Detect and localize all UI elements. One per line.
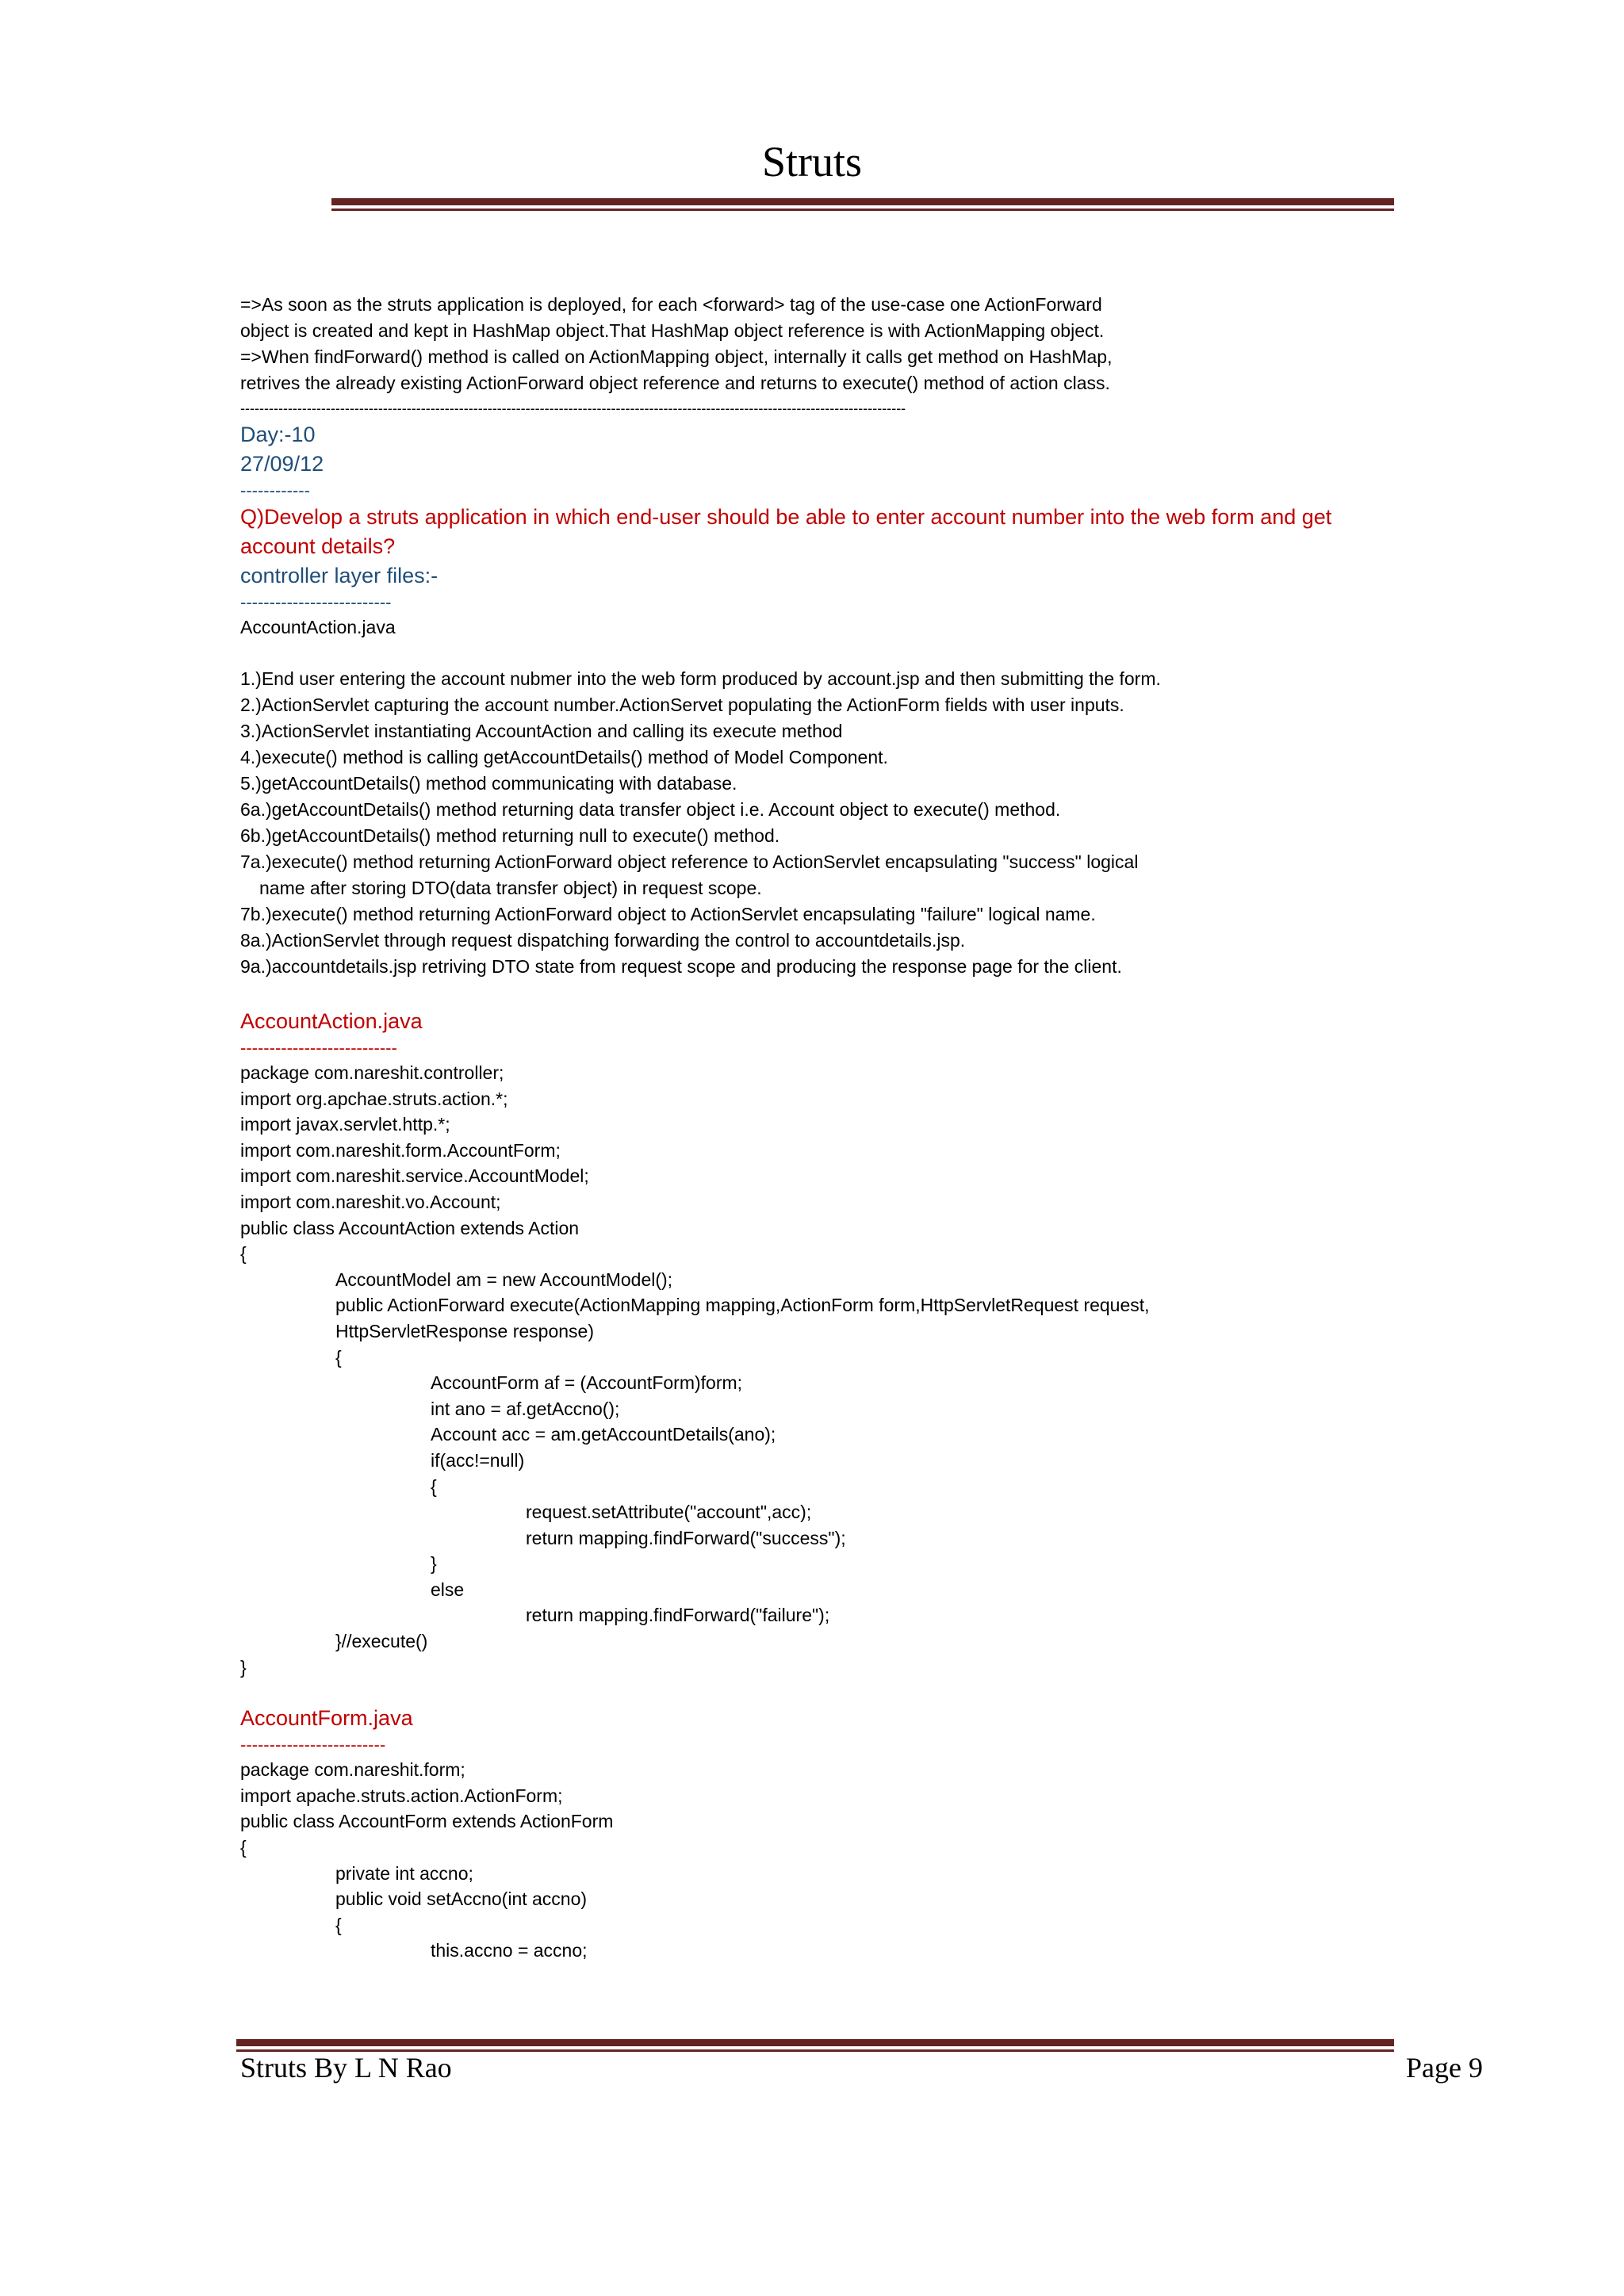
intro-line: =>As soon as the struts application is deployed, for each <forward> tag of the use-case one ActionForward	[240, 294, 1102, 315]
intro-line: object is created and kept in HashMap object.That HashMap object reference is with ActionMapping object.	[240, 320, 1105, 341]
separator-line: --------------------------	[240, 592, 392, 612]
step-line: 9a.)accountdetails.jsp retriving DTO state from request scope and producing the response page for the client.	[240, 956, 1122, 977]
code-line: import apache.struts.action.ActionForm;	[240, 1785, 563, 1806]
footer-page-number: Page 9	[1406, 2052, 1483, 2084]
step-line: 8a.)ActionServlet through request dispatching forwarding the control to accountdetails.jsp.	[240, 930, 966, 951]
code-line: return mapping.findForward("success");	[526, 1527, 846, 1548]
step-line: name after storing DTO(data transfer object) in request scope.	[259, 878, 762, 898]
step-line: 6a.)getAccountDetails() method returning data transfer object i.e. Account object to execute() method.	[240, 799, 1061, 820]
code-line: }//execute()	[335, 1631, 428, 1652]
code-line: else	[431, 1578, 465, 1600]
code-line: package com.nareshit.controller;	[240, 1062, 504, 1083]
footer-author: Struts By L N Rao	[240, 2052, 452, 2084]
code-line: AccountForm af = (AccountForm)form;	[431, 1372, 743, 1394]
code-line: Account acc = am.getAccountDetails(ano);	[431, 1424, 776, 1445]
step-line: 7b.)execute() method returning ActionForward object to ActionServlet encapsulating "failure" logical name.	[240, 904, 1096, 924]
page-header-title: Struts	[761, 138, 863, 186]
step-line: 1.)End user entering the account nubmer into the web form produced by account.jsp and then submitting the form.	[240, 668, 1161, 689]
controller-heading: controller layer files:-	[240, 564, 439, 587]
code-line: {	[240, 1243, 247, 1265]
code-line: private int accno;	[335, 1862, 473, 1884]
step-line: 7a.)execute() method returning ActionForward object reference to ActionServlet encapsulating "success" logical	[240, 851, 1139, 872]
code-line: {	[431, 1475, 437, 1497]
section-heading: AccountForm.java	[240, 1706, 413, 1731]
controller-file-name: AccountAction.java	[240, 617, 396, 637]
page-content	[240, 292, 1398, 1964]
code-line: import com.nareshit.form.AccountForm;	[240, 1139, 561, 1161]
code-line: int ano = af.getAccno();	[431, 1398, 620, 1419]
step-line: 6b.)getAccountDetails() method returning null to execute() method.	[240, 825, 780, 846]
code-line: request.setAttribute("account",acc);	[526, 1502, 812, 1523]
date-label: 27/09/12	[240, 452, 324, 476]
code-line: AccountModel am = new AccountModel();	[335, 1269, 673, 1290]
separator-line: -------------------------	[240, 1735, 386, 1755]
intro-line: retrives the already existing ActionForward object reference and returns to execute() method of action class.	[240, 373, 1110, 393]
separator-line: --------------------------------------------------------------------------------------------------------------------------------------------	[240, 400, 906, 416]
step-line: 2.)ActionServlet capturing the account number.ActionServet populating the ActionForm fields with user inputs.	[240, 695, 1124, 715]
code-line: public void setAccno(int accno)	[335, 1888, 588, 1910]
section-heading: AccountAction.java	[240, 1009, 423, 1033]
header-rule	[331, 198, 1394, 211]
separator-line: ---------------------------	[240, 1038, 397, 1058]
code-line: {	[335, 1914, 342, 1935]
code-line: }	[240, 1656, 247, 1678]
code-line: import com.nareshit.service.AccountModel;	[240, 1165, 589, 1187]
code-line: import javax.servlet.http.*;	[240, 1114, 450, 1135]
code-line: import org.apchae.struts.action.*;	[240, 1088, 508, 1109]
code-line: package com.nareshit.form;	[240, 1759, 465, 1781]
day-label: Day:-10	[240, 423, 316, 446]
code-line: return mapping.findForward("failure");	[526, 1605, 830, 1626]
code-line: import com.nareshit.vo.Account;	[240, 1191, 501, 1212]
code-line: if(acc!=null)	[431, 1449, 525, 1471]
intro-line: =>When findForward() method is called on ActionMapping object, internally it calls get method on HashMap,	[240, 346, 1113, 367]
code-line: public ActionForward execute(ActionMapping mapping,ActionForm form,HttpServletRequest request,	[335, 1295, 1150, 1316]
code-line: {	[335, 1346, 342, 1368]
question-line: Q)Develop a struts application in which end-user should be able to enter account number into the web form and get	[240, 505, 1332, 529]
code-line: public class AccountAction extends Action	[240, 1217, 580, 1238]
code-line: {	[240, 1837, 247, 1858]
step-line: 5.)getAccountDetails() method communicating with database.	[240, 773, 737, 794]
code-line: public class AccountForm extends ActionForm	[240, 1811, 614, 1832]
code-line: }	[431, 1553, 437, 1575]
step-line: 3.)ActionServlet instantiating AccountAction and calling its execute method	[240, 721, 843, 741]
step-line: 4.)execute() method is calling getAccountDetails() method of Model Component.	[240, 747, 888, 767]
separator-line: ------------	[240, 480, 310, 500]
question-line: account details?	[240, 534, 396, 558]
code-line: HttpServletResponse response)	[335, 1320, 594, 1341]
code-line: this.accno = accno;	[431, 1940, 588, 1961]
